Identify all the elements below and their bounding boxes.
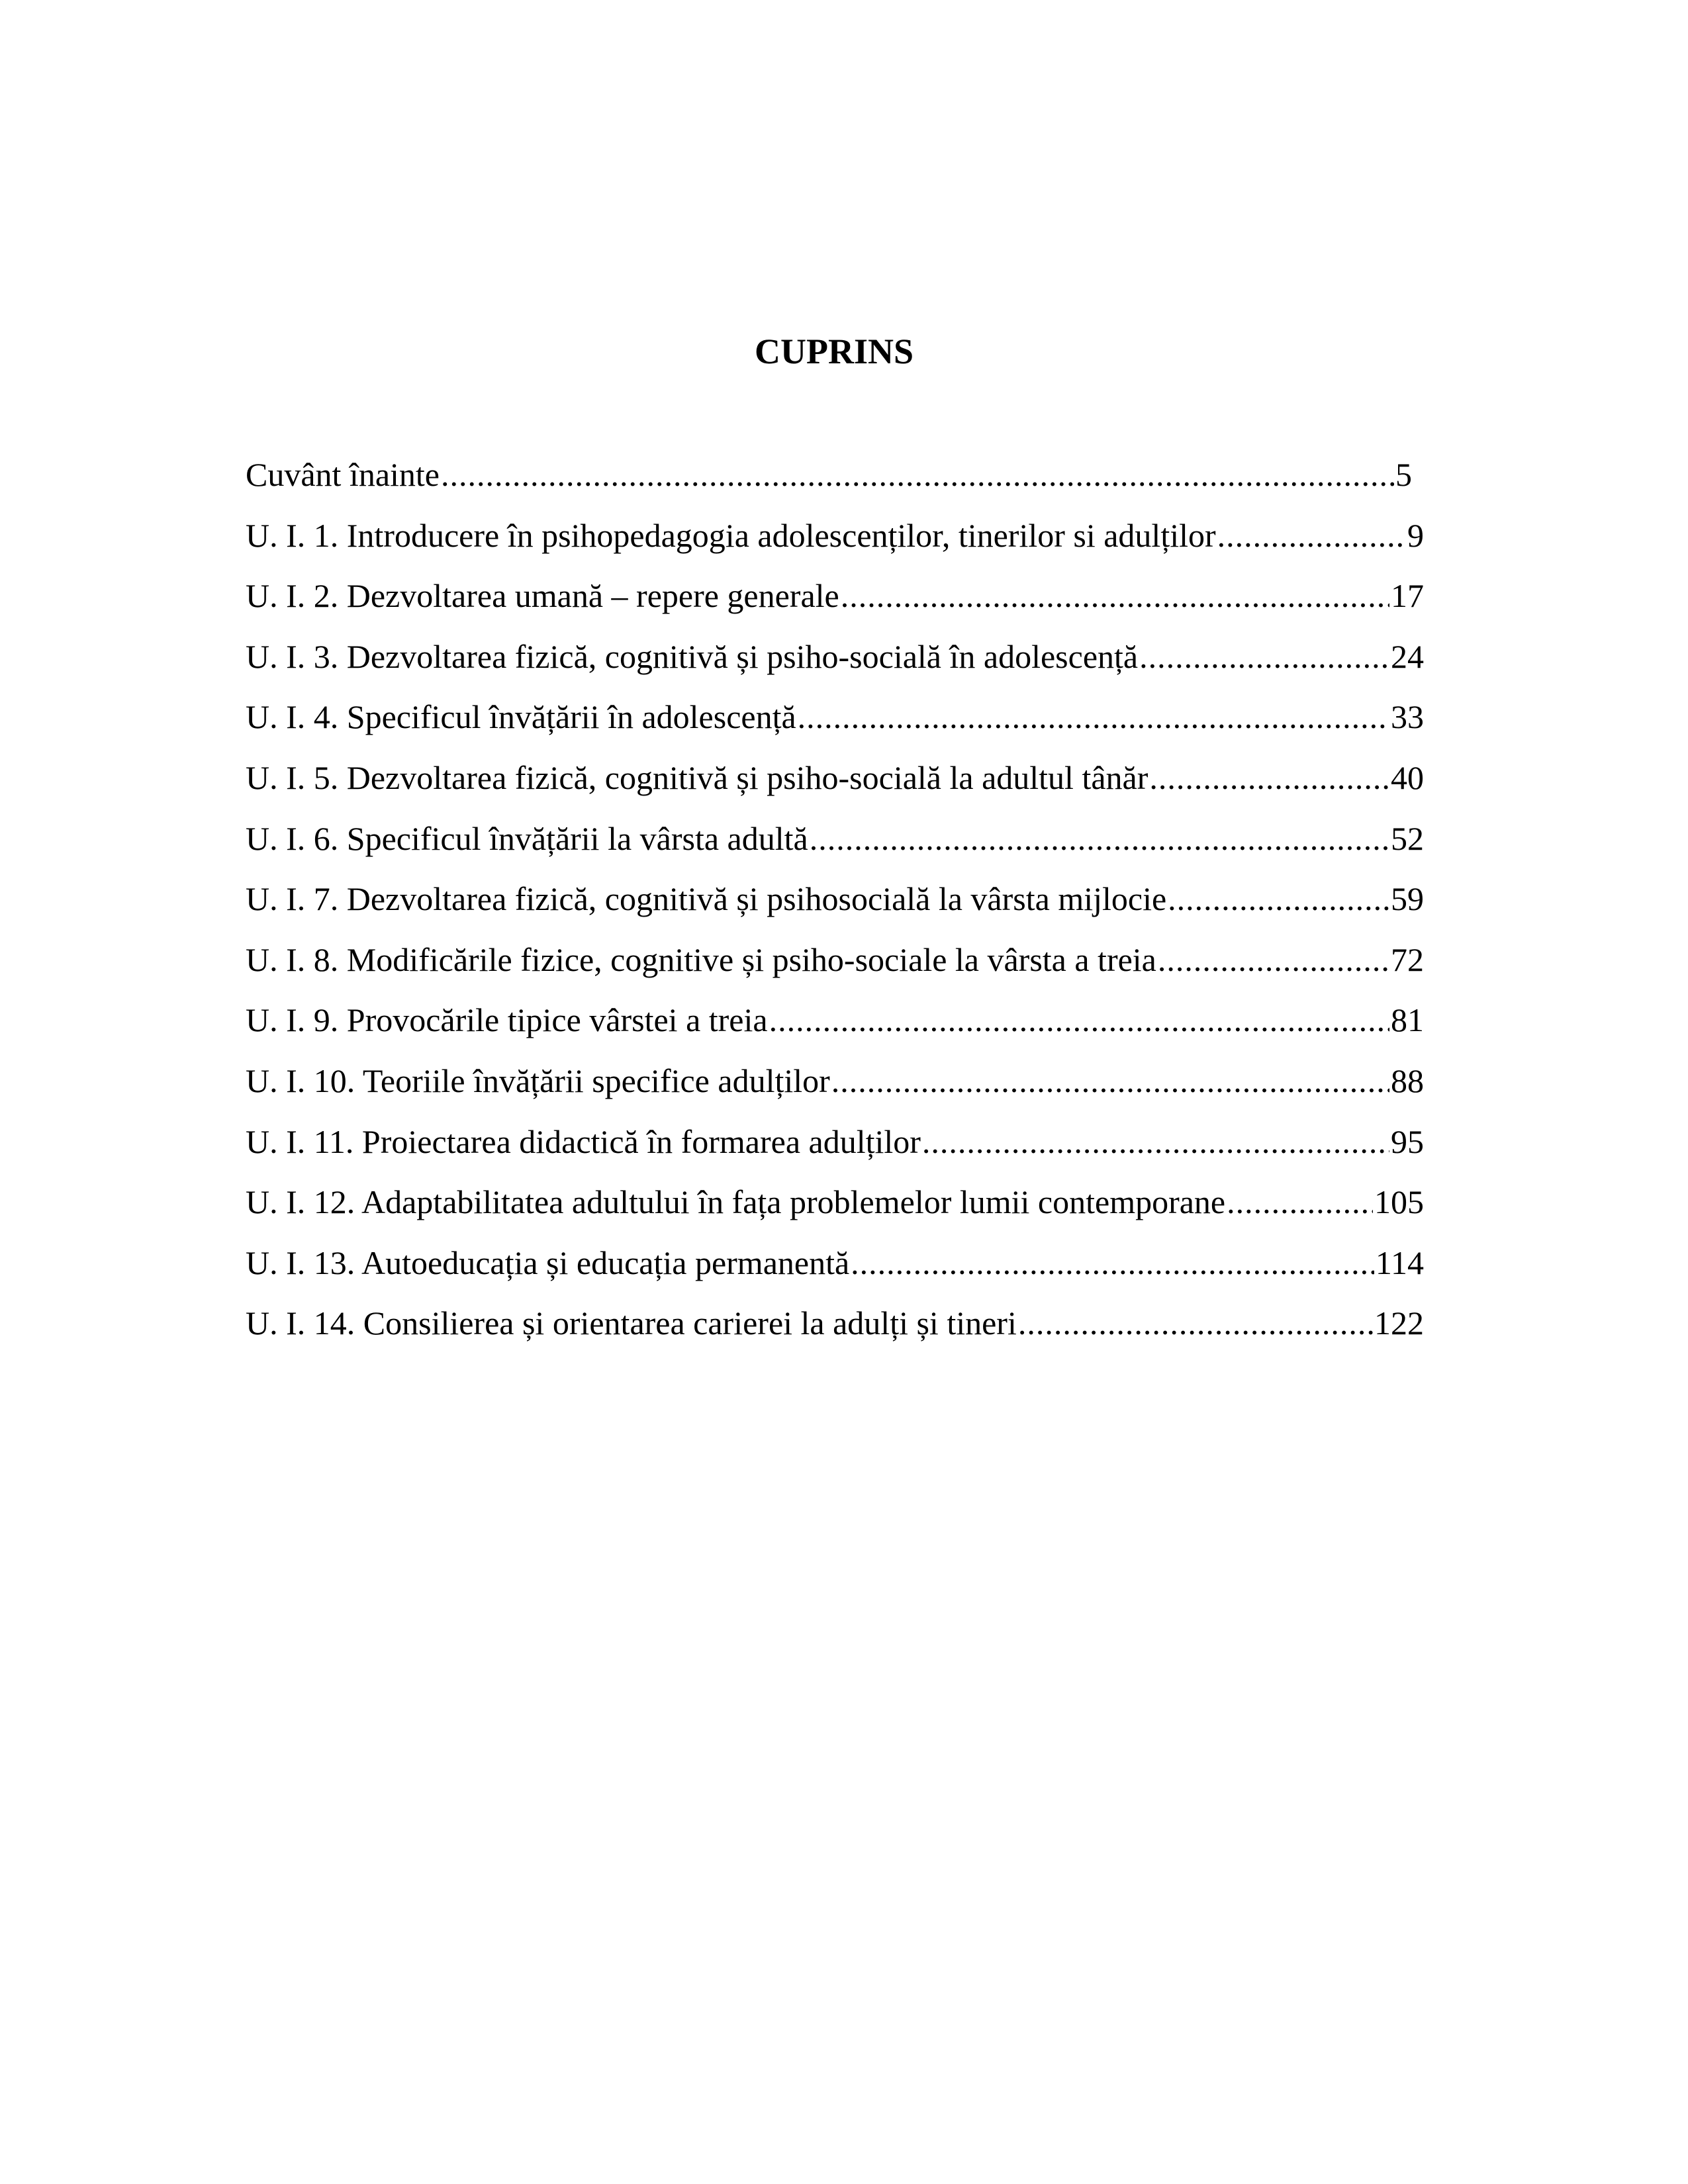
toc-entry[interactable] [246, 1233, 1424, 1294]
toc-entry[interactable] [246, 748, 1424, 809]
toc-entry[interactable] [246, 1112, 1424, 1173]
toc-entry-label: U. I. 4. Specificul învățării în adolescență [246, 698, 796, 736]
toc-entry-page: 114 [1375, 1244, 1424, 1281]
toc-entry-label: Cuvânt înainte [246, 456, 440, 493]
toc-entry-label: U. I. 6. Specificul învățării la vârsta adultă [246, 819, 808, 857]
toc-entry-page: 88 [1391, 1062, 1424, 1099]
toc-entry-label: U. I. 13. Autoeducația și educația permanentă [246, 1244, 850, 1281]
dot-leader [441, 445, 1394, 506]
toc-entry[interactable] [246, 869, 1424, 930]
toc-entry-label: U. I. 11. Proiectarea didactică în formarea adulților [246, 1122, 921, 1160]
toc-entry-page: 81 [1391, 1001, 1424, 1039]
toc-entry-page: 9 [1407, 516, 1424, 554]
toc-entry-page: 5 [1395, 456, 1412, 493]
toc-entry-label: U. I. 9. Provocările tipice vârstei a treia [246, 1001, 768, 1039]
toc-entry[interactable] [246, 506, 1424, 567]
dot-leader [1149, 748, 1389, 809]
toc-entry-page: 24 [1391, 637, 1424, 675]
toc-entry[interactable] [246, 566, 1424, 627]
dot-leader [831, 1051, 1389, 1112]
toc-entry-label: U. I. 12. Adaptabilitatea adultului în fața problemelor lumii contemporane [246, 1183, 1226, 1221]
toc-entry[interactable] [246, 687, 1424, 748]
dot-leader [922, 1112, 1389, 1173]
toc-entry-label: U. I. 3. Dezvoltarea fizică, cognitivă și psiho-socială în adolescență [246, 637, 1139, 675]
toc-entry[interactable] [246, 445, 1424, 506]
dot-leader [798, 687, 1389, 748]
toc-entry-label: U. I. 8. Modificările fizice, cognitive și psiho-sociale la vârsta a treia [246, 940, 1156, 978]
dot-leader [851, 1233, 1374, 1294]
toc-entry-page: 105 [1374, 1183, 1424, 1221]
toc-entry-label: U. I. 5. Dezvoltarea fizică, cognitivă și psiho-socială la adultul tânăr [246, 758, 1149, 796]
toc-entry-page: 17 [1391, 577, 1424, 615]
toc-entry[interactable] [246, 990, 1424, 1051]
toc-entry-page: 52 [1391, 819, 1424, 857]
toc-entry[interactable] [246, 627, 1424, 688]
dot-leader [1139, 627, 1389, 688]
toc-entry[interactable] [246, 1051, 1424, 1112]
toc-entry-page: 95 [1391, 1122, 1424, 1160]
toc-entry[interactable] [246, 809, 1424, 870]
toc-entry[interactable] [246, 1293, 1424, 1354]
table-of-contents [246, 445, 1424, 1354]
dot-leader [1018, 1293, 1373, 1354]
toc-entry-page: 40 [1391, 758, 1424, 796]
toc-entry-label: U. I. 7. Dezvoltarea fizică, cognitivă și psihosocială la vârsta mijlocie [246, 880, 1167, 918]
toc-entry-page: 122 [1374, 1304, 1424, 1342]
toc-entry-label: U. I. 1. Introducere în psihopedagogia adolescenților, tinerilor si adulților [246, 516, 1216, 554]
dot-leader [1217, 506, 1406, 567]
page-title: CUPRINS [754, 332, 914, 371]
dot-leader [1158, 930, 1389, 991]
toc-entry-label: U. I. 2. Dezvoltarea umană – repere generale [246, 577, 839, 615]
dot-leader [769, 990, 1389, 1051]
toc-entry-page: 59 [1391, 880, 1424, 918]
toc-entry-page: 33 [1391, 698, 1424, 736]
dot-leader [810, 809, 1389, 870]
toc-entry[interactable] [246, 930, 1424, 991]
dot-leader [1168, 869, 1389, 930]
toc-entry[interactable] [246, 1172, 1424, 1233]
dot-leader [841, 566, 1389, 627]
toc-entry-label: U. I. 10. Teoriile învățării specifice adulților [246, 1062, 830, 1099]
dot-leader [1227, 1172, 1373, 1233]
toc-entry-label: U. I. 14. Consilierea și orientarea carierei la adulți și tineri [246, 1304, 1017, 1342]
toc-entry-page: 72 [1391, 940, 1424, 978]
